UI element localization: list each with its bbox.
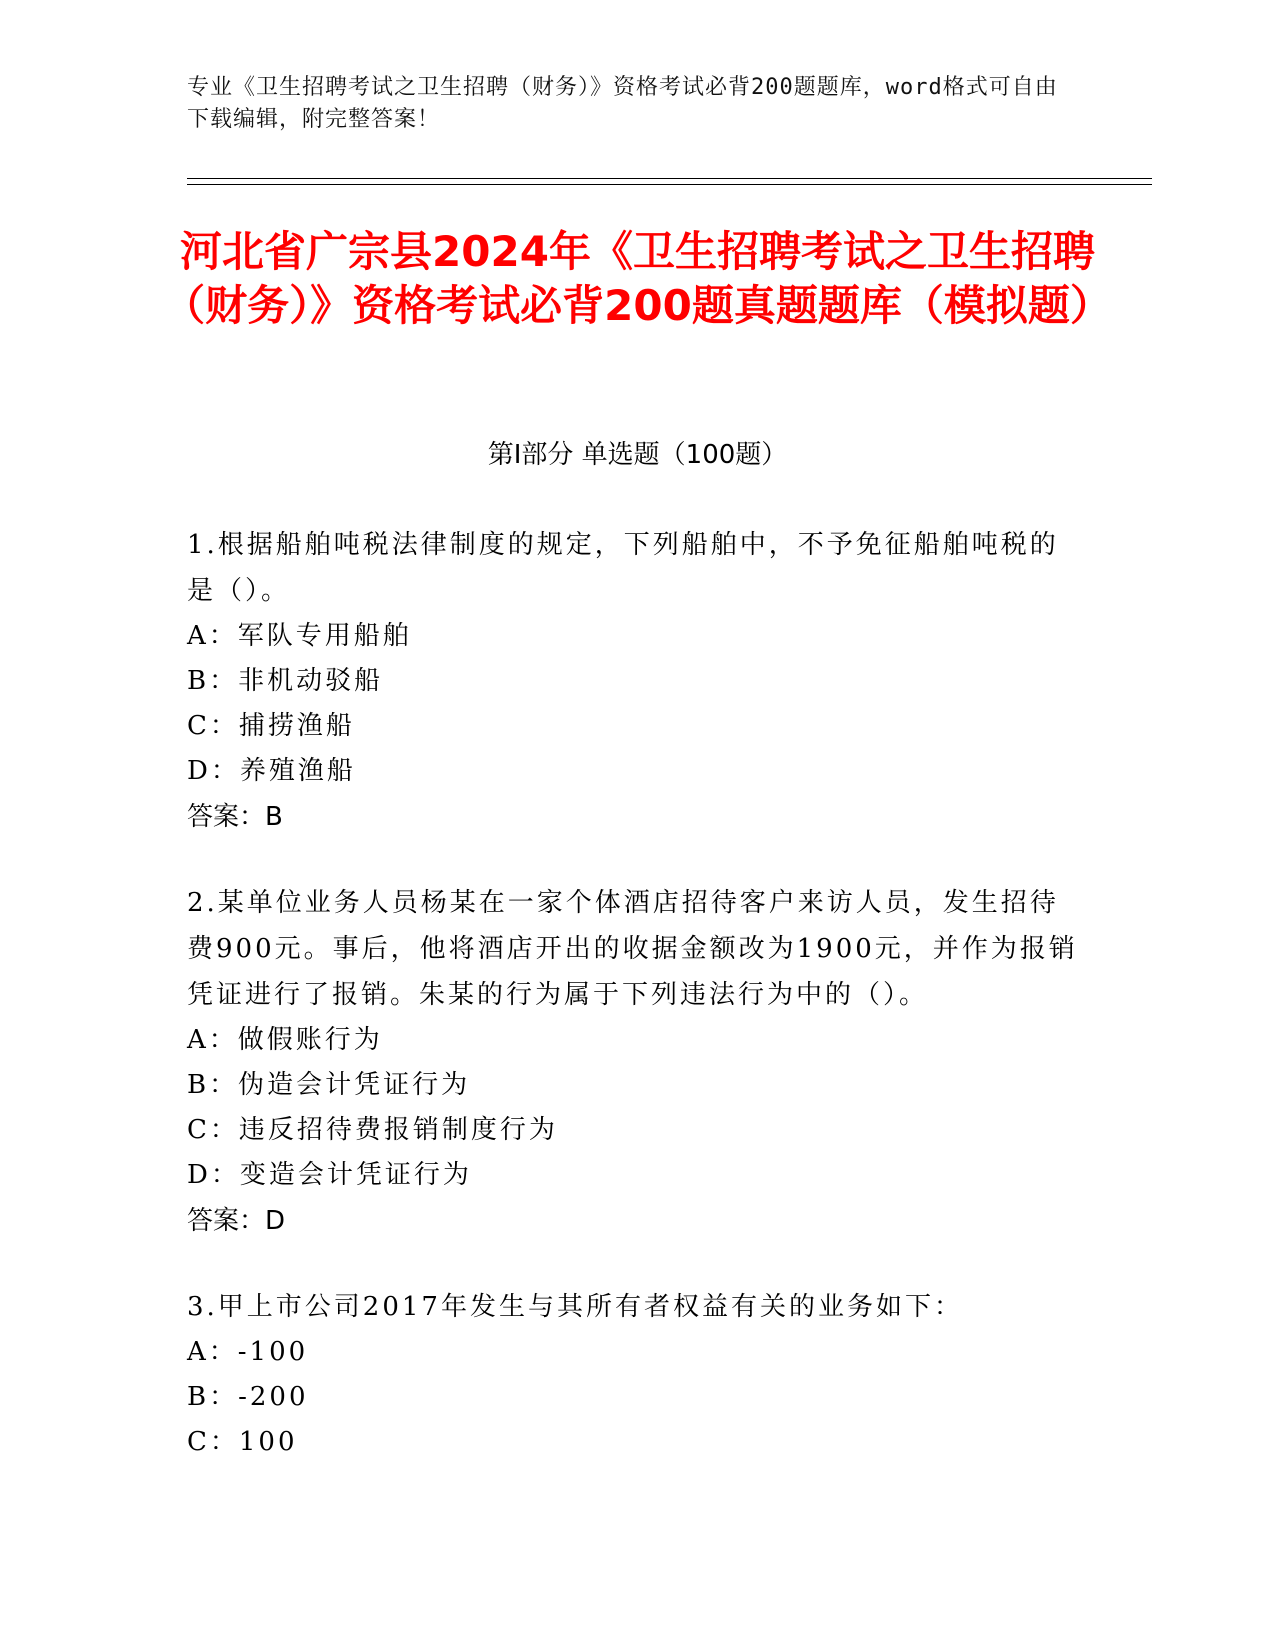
document-title: 河北省广宗县2024年《卫生招聘考试之卫生招聘（财务）》资格考试必背200题真题题库（模拟题）: [163, 227, 1112, 330]
header-rule-top: [187, 178, 1152, 179]
question-text: 2.某单位业务人员杨某在一家个体酒店招待客户来访人员，发生招待费900元。事后，他将酒店开出的收据金额改为1900元，并作为报销凭证进行了报销。朱某的行为属于下列违法行为中的（）。: [187, 888, 1078, 1010]
header-note: 专业《卫生招聘考试之卫生招聘（财务）》资格考试必背200题题库，word格式可自由下载编辑，附完整答案！: [187, 75, 1058, 132]
option-a: A：军队专用船舶: [187, 621, 412, 651]
answer: 答案：B: [187, 802, 283, 832]
question-text: 1.根据船舶吨税法律制度的规定，下列船舶中，不予免征船舶吨税的是（）。: [187, 530, 1059, 606]
question-text: 3.甲上市公司2017年发生与其所有者权益有关的业务如下：: [187, 1292, 963, 1322]
section-title: 第Ⅰ部分 单选题（100题）: [487, 440, 788, 470]
option-a: A：做假账行为: [187, 1025, 383, 1055]
option-b: B：伪造会计凭证行为: [187, 1070, 471, 1100]
question-1: [187, 522, 1087, 840]
option-a: A：-100: [187, 1337, 309, 1367]
question-2: [187, 880, 1087, 1244]
option-b: B：-200: [187, 1382, 309, 1412]
header-rule-bottom: [187, 184, 1152, 185]
option-c: C：100: [187, 1427, 298, 1457]
question-3: [187, 1284, 1087, 1465]
question-list: [187, 522, 1087, 1505]
answer: 答案：D: [187, 1206, 286, 1236]
option-d: D：变造会计凭证行为: [187, 1160, 472, 1190]
option-c: C：违反招待费报销制度行为: [187, 1115, 558, 1145]
option-d: D：养殖渔船: [187, 756, 356, 786]
option-b: B：非机动驳船: [187, 666, 384, 696]
option-c: C：捕捞渔船: [187, 711, 355, 741]
